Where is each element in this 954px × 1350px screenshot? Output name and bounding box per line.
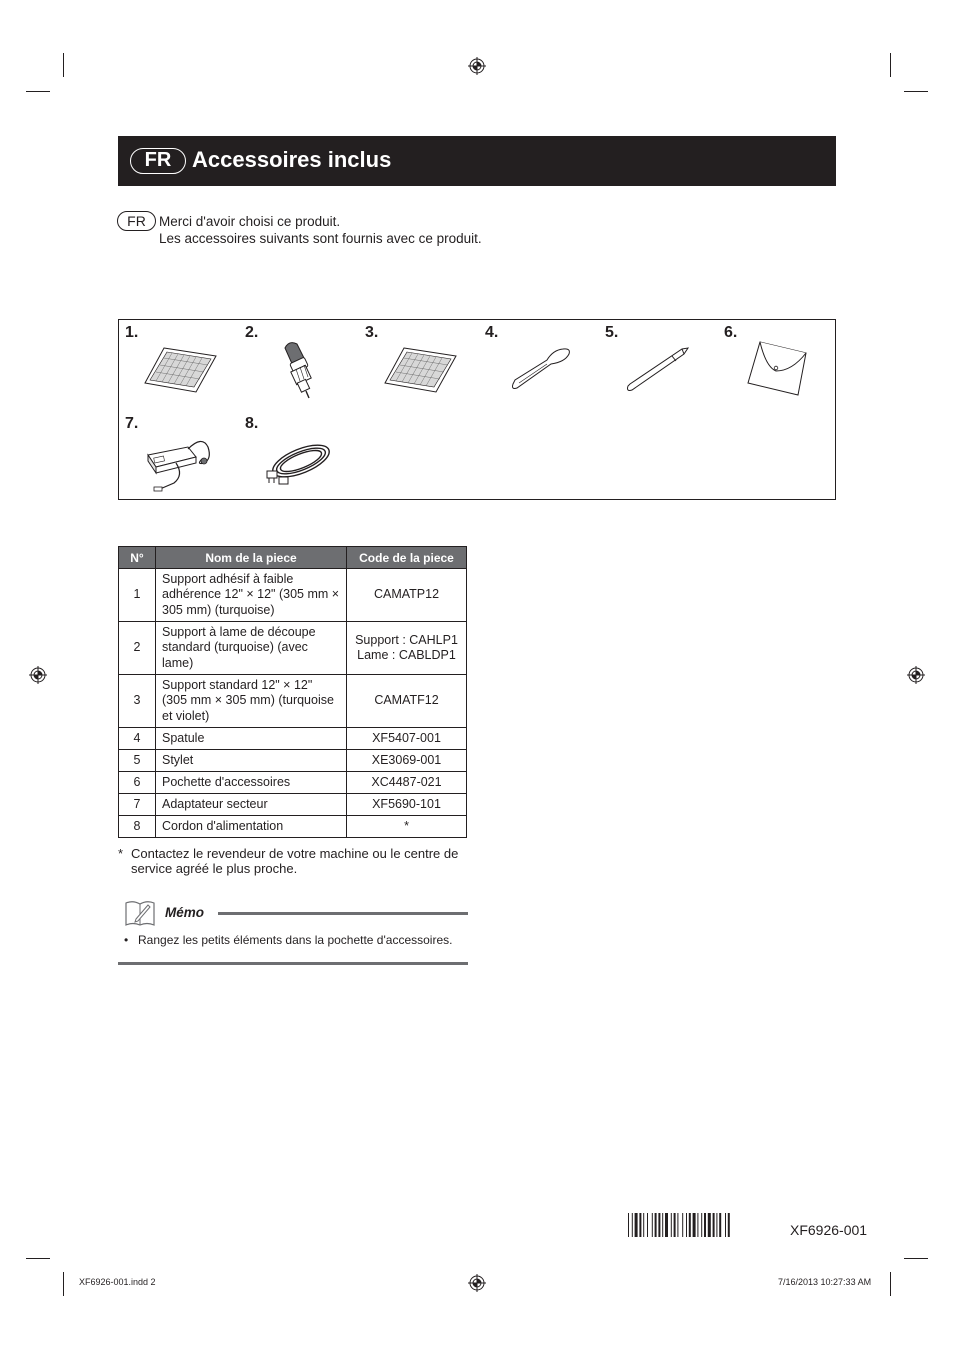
part-name: Support adhésif à faible adhérence 12" × 12" (305 mm × 305 mm) (turquoise)	[156, 569, 347, 622]
table-header-row	[119, 547, 467, 569]
table-row	[119, 569, 467, 622]
part-number: 7	[119, 794, 156, 816]
registration-mark-icon	[468, 1274, 486, 1292]
memo-bullet: •	[124, 933, 129, 947]
part-number: 8	[119, 816, 156, 838]
memo-text: Rangez les petits éléments dans la pochette d'accessoires.	[138, 933, 453, 947]
item-number: 3.	[365, 324, 379, 341]
item-number: 2.	[245, 324, 259, 341]
item-number: 1.	[125, 324, 139, 341]
parts-table	[118, 546, 467, 838]
section-header	[118, 136, 836, 186]
table-row	[119, 622, 467, 675]
crop-mark	[890, 1272, 891, 1296]
table-row	[119, 750, 467, 772]
table-row	[119, 772, 467, 794]
intro-text: Merci d'avoir choisi ce produit.	[159, 214, 341, 229]
part-number: 2	[119, 622, 156, 675]
crop-mark	[63, 1272, 64, 1296]
language-badge: FR	[130, 148, 186, 174]
table-row	[119, 728, 467, 750]
memo-book-icon	[124, 899, 156, 927]
item-number: 6.	[724, 324, 738, 341]
memo-title: Mémo	[165, 905, 205, 920]
document-code: XF6926-001	[790, 1222, 868, 1238]
part-name: Support à lame de découpe standard (turquoise) (avec lame)	[156, 622, 347, 675]
part-code: XC4487-021	[347, 772, 467, 794]
accessories-illustration-panel	[118, 319, 836, 500]
pouch-icon	[746, 339, 808, 397]
footnote-mark: *	[118, 846, 124, 861]
crop-mark	[904, 1258, 928, 1259]
table-row	[119, 675, 467, 728]
registration-mark-icon	[29, 666, 47, 684]
column-header: Nom de la piece	[156, 547, 347, 569]
crop-mark	[26, 1258, 50, 1259]
part-number: 4	[119, 728, 156, 750]
memo-divider	[218, 912, 468, 915]
adhesive-mat-icon	[144, 346, 219, 394]
part-code: Support : CAHLP1 Lame : CABLDP1	[347, 622, 467, 675]
intro-text: Les accessoires suivants sont fournis avec ce produit.	[159, 231, 482, 246]
part-number: 5	[119, 750, 156, 772]
part-code: XF5407-001	[347, 728, 467, 750]
item-number: 8.	[245, 415, 259, 432]
part-code: *	[347, 816, 467, 838]
item-number: 4.	[485, 324, 499, 341]
memo-divider	[118, 962, 468, 965]
part-code: CAMATF12	[347, 675, 467, 728]
part-name: Pochette d'accessoires	[156, 772, 347, 794]
table-row	[119, 816, 467, 838]
part-code: XF5690-101	[347, 794, 467, 816]
item-number: 5.	[605, 324, 619, 341]
blade-holder-icon	[275, 338, 325, 400]
part-name: Spatule	[156, 728, 347, 750]
table-row	[119, 794, 467, 816]
footnote-text: service agréé le plus proche.	[131, 861, 298, 876]
part-name: Cordon d'alimentation	[156, 816, 347, 838]
stylus-icon	[624, 342, 694, 394]
crop-mark	[890, 53, 891, 77]
power-cord-icon	[265, 437, 337, 489]
part-code: CAMATP12	[347, 569, 467, 622]
part-code: XE3069-001	[347, 750, 467, 772]
page-title: Accessoires inclus	[192, 147, 392, 172]
standard-mat-icon	[384, 346, 459, 394]
part-name: Stylet	[156, 750, 347, 772]
crop-mark	[26, 91, 50, 92]
registration-mark-icon	[907, 666, 925, 684]
spatula-icon	[509, 346, 575, 392]
part-name: Adaptateur secteur	[156, 794, 347, 816]
language-badge: FR	[117, 211, 156, 231]
part-number: 3	[119, 675, 156, 728]
column-header: N°	[119, 547, 156, 569]
crop-mark	[63, 53, 64, 77]
footnote-text: Contactez le revendeur de votre machine ou le centre de	[131, 846, 459, 861]
slug-filename: XF6926-001.indd 2	[79, 1277, 156, 1287]
crop-mark	[904, 91, 928, 92]
part-number: 6	[119, 772, 156, 794]
item-number: 7.	[125, 415, 139, 432]
part-name: Support standard 12" × 12" (305 mm × 305 mm) (turquoise et violet)	[156, 675, 347, 728]
part-number: 1	[119, 569, 156, 622]
slug-timestamp: 7/16/2013 10:27:33 AM	[778, 1277, 872, 1287]
column-header: Code de la piece	[347, 547, 467, 569]
ac-adapter-icon	[144, 433, 216, 493]
registration-mark-icon	[468, 57, 486, 75]
barcode-icon	[628, 1213, 779, 1237]
